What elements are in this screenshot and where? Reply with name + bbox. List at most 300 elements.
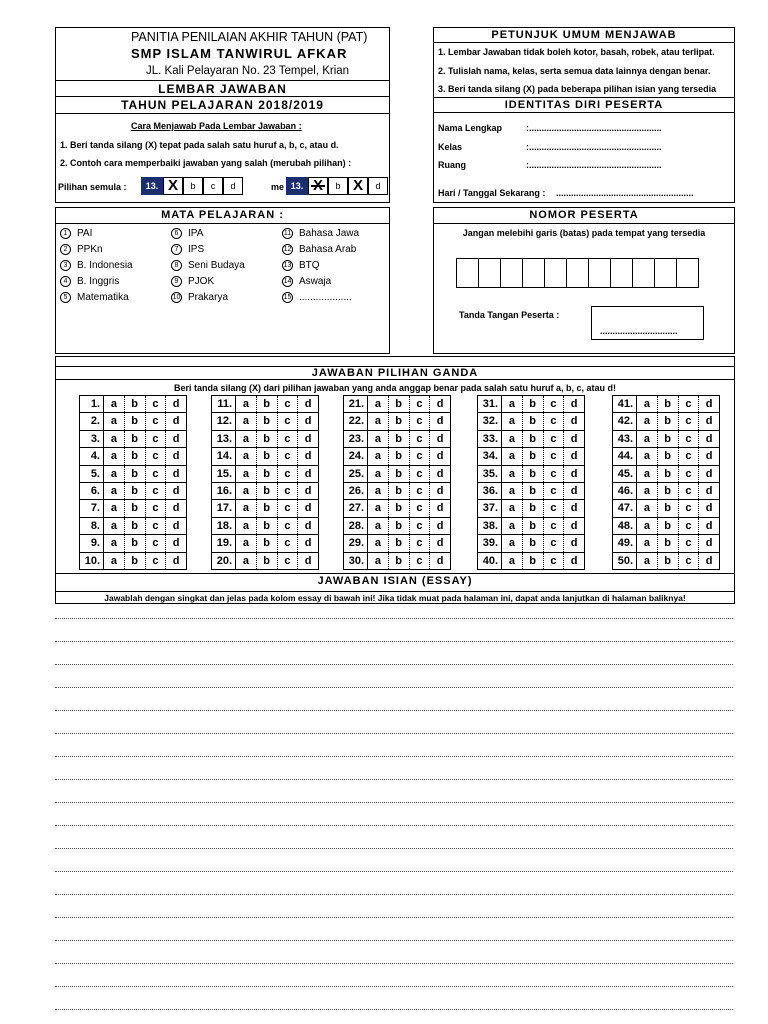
participant-digit-box[interactable] [588,258,611,288]
answer-grid [612,395,720,570]
question-number: 2. [80,413,104,429]
how-to-step2: 2. Contoh cara memperbaiki jawaban yang salah (merubah pilihan) : [60,158,352,168]
answer-option[interactable]: c [146,466,167,482]
question-number: 4. [80,448,104,464]
answer-option[interactable]: d [304,484,312,497]
question-number: 32. [478,413,502,429]
essay-answer-line[interactable] [55,894,733,895]
answer-option[interactable]: c [410,535,431,551]
answer-option[interactable]: c [679,483,700,499]
answer-option[interactable]: a [236,466,257,482]
answer-option[interactable]: d [304,537,312,550]
subject-item[interactable]: 11 Bahasa Jawa [283,228,360,240]
answer-option[interactable]: b [658,553,679,569]
answer-option[interactable]: a [502,535,523,551]
answer-option[interactable]: d [570,502,578,515]
answer-option[interactable]: b [389,500,410,516]
answer-option[interactable]: a [637,483,658,499]
answer-option[interactable]: a [236,500,257,516]
answer-option[interactable]: d [705,450,713,463]
answer-option[interactable]: a [368,518,389,534]
answer-option[interactable]: b [523,396,544,412]
question-number: 42. [613,413,637,429]
essay-answer-line[interactable] [55,733,733,734]
answer-option[interactable]: d [436,432,444,445]
essay-answer-line[interactable] [55,710,733,711]
answer-row [212,465,318,482]
answer-option[interactable]: d [705,415,713,428]
essay-answer-line[interactable] [55,917,733,918]
answer-option[interactable]: c [146,500,167,516]
subject-item[interactable]: 9 PJOK [171,276,214,287]
answer-option[interactable]: a [104,448,125,464]
answer-option[interactable]: d [304,450,312,463]
cancelled-x-mark: X [312,177,323,194]
answer-option[interactable]: b [523,448,544,464]
answer-option[interactable]: a [502,448,523,464]
answer-option[interactable]: a [637,466,658,482]
answer-option[interactable]: d [436,398,444,410]
answer-option[interactable]: b [389,448,410,464]
answer-row [613,482,719,499]
answer-option[interactable]: b [125,483,146,499]
answer-option[interactable]: c [410,448,431,464]
answer-option[interactable]: c [146,431,167,447]
essay-answer-line[interactable] [55,825,733,826]
answer-option[interactable]: d [705,432,713,445]
multiple-choice-note: Beri tanda silang (X) dari pilihan jawaban yang anda anggap benar pada salah satu huruf a, b, c, atau d! [173,383,617,393]
subject-item[interactable]: 15 ................... [283,292,352,304]
answer-option[interactable]: b [658,500,679,516]
answer-option[interactable]: d [705,467,713,480]
answer-option[interactable]: b [658,448,679,464]
participant-digit-box[interactable] [544,258,567,288]
answer-option[interactable]: b [125,413,146,429]
subject-item[interactable]: 10 Prakarya [172,292,229,304]
answer-option[interactable]: c [278,396,299,412]
question-number: 21. [344,396,368,412]
answer-option[interactable]: d [705,484,713,497]
question-number: 18. [212,518,236,534]
question-number: 26. [344,483,368,499]
answer-option[interactable]: b [658,466,679,482]
answer-row [613,447,719,464]
question-number: 30. [344,553,368,569]
essay-answer-line[interactable] [55,802,733,803]
answer-option[interactable]: a [637,396,658,412]
participant-digit-box[interactable] [478,258,501,288]
class-field[interactable]: :..................................................... [526,142,662,152]
answer-option[interactable]: b [389,396,410,412]
question-number: 40. [478,553,502,569]
answer-option[interactable]: c [278,500,299,516]
subject-item[interactable]: 12 Bahasa Arab [283,244,357,256]
answer-option[interactable]: a [637,413,658,429]
answer-option[interactable]: b [125,535,146,551]
answer-option[interactable]: b [257,535,278,551]
answer-option[interactable]: d [705,537,713,550]
name-field[interactable]: :..................................................... [526,123,662,133]
answer-option[interactable]: d [172,519,180,532]
answer-option[interactable]: d [705,519,713,532]
answer-option[interactable]: b [389,483,410,499]
example-cancelled-option [308,177,328,195]
subject-item[interactable]: 14 Aswaja [283,276,332,288]
question-number: 13. [212,431,236,447]
question-number: 43. [613,431,637,447]
answer-option[interactable]: d [172,432,180,445]
answer-option[interactable]: c [410,500,431,516]
room-field[interactable]: :..................................................... [526,160,662,170]
sheet-title: LEMBAR JAWABAN [56,80,389,97]
answer-option[interactable]: b [125,466,146,482]
answer-option[interactable]: a [368,431,389,447]
answer-option[interactable]: d [304,415,312,428]
answer-option[interactable]: c [410,431,431,447]
question-number: 33. [478,431,502,447]
answer-option[interactable]: a [104,483,125,499]
answer-option[interactable]: a [368,483,389,499]
answer-option[interactable]: c [544,396,565,412]
answer-option[interactable]: b [389,413,410,429]
answer-option[interactable]: d [172,537,180,550]
answer-option[interactable]: b [658,483,679,499]
answer-option[interactable]: d [172,554,180,567]
essay-answer-line[interactable] [55,963,733,964]
answer-option[interactable]: c [146,396,167,412]
answer-row [344,465,450,482]
example-number: 13. [141,177,163,195]
answer-option[interactable]: c [544,413,565,429]
answer-option[interactable]: a [236,396,257,412]
participant-digit-box[interactable] [676,258,699,288]
answer-option[interactable]: d [436,554,444,567]
answer-option[interactable]: c [278,483,299,499]
subject-item[interactable]: 1 PAI [60,228,92,239]
answer-option[interactable]: a [104,466,125,482]
essay-answer-line[interactable] [55,1009,733,1010]
answer-option[interactable]: c [544,500,565,516]
answer-option[interactable]: b [523,535,544,551]
answer-option[interactable]: a [637,553,658,569]
answer-option[interactable]: c [679,466,700,482]
answer-row [212,534,318,551]
question-number: 45. [613,466,637,482]
participant-digit-box[interactable] [522,258,545,288]
answer-row [613,412,719,429]
answer-option[interactable]: b [658,413,679,429]
answer-option[interactable]: a [368,553,389,569]
answer-option[interactable]: c [679,396,700,412]
answer-option[interactable]: d [172,502,180,515]
answer-option[interactable]: a [637,431,658,447]
answer-option[interactable]: d [436,467,444,480]
answer-option[interactable]: d [436,519,444,532]
participant-digit-box[interactable] [566,258,589,288]
answer-option[interactable]: a [502,518,523,534]
answer-option[interactable]: b [523,466,544,482]
answer-option[interactable]: b [523,518,544,534]
answer-option[interactable]: c [679,553,700,569]
answer-row [344,517,450,534]
answer-option[interactable]: b [257,431,278,447]
class-label: Kelas [438,142,463,152]
essay-answer-line[interactable] [55,986,733,987]
answer-option[interactable]: d [705,502,713,515]
essay-answer-line[interactable] [55,871,733,872]
answer-option[interactable]: b [658,396,679,412]
answer-option[interactable]: b [389,431,410,447]
answer-option[interactable]: c [544,553,565,569]
subject-item[interactable]: 4 B. Inggris [60,276,119,287]
answer-option[interactable]: a [637,448,658,464]
answer-option[interactable]: b [257,466,278,482]
answer-option[interactable]: c [410,396,431,412]
answer-option[interactable]: b [125,518,146,534]
answer-option[interactable]: a [104,553,125,569]
answer-option[interactable]: d [172,450,180,463]
answer-option[interactable]: d [436,484,444,497]
answer-option[interactable]: b [125,448,146,464]
answer-option[interactable]: a [236,413,257,429]
answer-option[interactable]: a [502,413,523,429]
answer-option[interactable]: c [278,518,299,534]
answer-option[interactable]: a [368,500,389,516]
answer-option[interactable]: c [679,448,700,464]
participant-digit-box[interactable] [610,258,633,288]
answer-option[interactable]: a [637,535,658,551]
answer-option[interactable]: a [502,553,523,569]
answer-option[interactable]: a [236,448,257,464]
answer-option[interactable]: d [304,519,312,532]
answer-option[interactable]: a [502,396,523,412]
essay-answer-line[interactable] [55,756,733,757]
answer-option[interactable]: a [502,466,523,482]
answer-option[interactable]: d [304,502,312,515]
answer-option[interactable]: a [104,396,125,412]
signature-box[interactable] [591,306,704,340]
essay-answer-line[interactable] [55,664,733,665]
answer-option[interactable]: c [278,535,299,551]
answer-option[interactable]: c [278,413,299,429]
answer-option[interactable]: c [544,483,565,499]
answer-option[interactable]: c [544,448,565,464]
answer-option[interactable]: b [523,431,544,447]
answer-option[interactable]: a [236,483,257,499]
participant-digit-box[interactable] [654,258,677,288]
answer-option[interactable]: a [637,500,658,516]
answer-option[interactable]: c [278,448,299,464]
question-number: 28. [344,518,368,534]
answer-row [344,395,450,412]
answer-option[interactable]: d [570,519,578,532]
answer-option[interactable]: c [410,413,431,429]
answer-option[interactable]: c [278,466,299,482]
answer-option[interactable]: c [679,500,700,516]
answer-option[interactable]: d [172,398,180,410]
cancel-strike-icon [311,185,325,187]
room-label: Ruang [438,160,466,170]
answer-option[interactable]: b [389,518,410,534]
answer-option[interactable]: c [410,553,431,569]
answer-option[interactable]: b [389,535,410,551]
subject-item[interactable]: 3 B. Indonesia [60,260,133,271]
answer-option[interactable]: c [146,553,167,569]
answer-option[interactable]: c [146,535,167,551]
answer-option[interactable]: b [257,483,278,499]
question-number: 8. [80,518,104,534]
answer-option[interactable]: c [146,413,167,429]
answer-option[interactable]: a [368,466,389,482]
answer-row [344,412,450,429]
answer-option[interactable]: d [570,537,578,550]
participant-digit-box[interactable] [500,258,523,288]
answer-row [80,447,186,464]
answer-option[interactable]: a [368,448,389,464]
answer-option[interactable]: a [368,396,389,412]
answer-option[interactable]: c [544,466,565,482]
answer-option[interactable]: b [125,396,146,412]
subject-item[interactable]: 13 BTQ [283,260,320,272]
answer-row [212,499,318,516]
answer-option[interactable]: d [570,415,578,428]
answer-option[interactable]: a [502,500,523,516]
question-number: 44. [613,448,637,464]
answer-option[interactable]: c [278,431,299,447]
answer-option[interactable]: d [304,467,312,480]
essay-answer-line[interactable] [55,641,733,642]
answer-option[interactable]: b [257,518,278,534]
subject-item[interactable]: 2 PPKn [60,244,103,255]
essay-answer-line[interactable] [55,618,733,619]
answer-option[interactable]: a [104,431,125,447]
question-number: 17. [212,500,236,516]
answer-option[interactable]: b [658,518,679,534]
answer-option[interactable]: d [705,398,713,410]
essay-answer-line[interactable] [55,848,733,849]
question-number: 41. [613,396,637,412]
subject-item[interactable]: 5 Matematika [60,292,129,303]
answer-option[interactable]: c [544,535,565,551]
answer-option[interactable]: d [172,467,180,480]
answer-row [613,430,719,447]
answer-option[interactable]: d [570,450,578,463]
answer-option[interactable]: b [125,500,146,516]
answer-option[interactable]: d [436,415,444,428]
answer-option[interactable]: a [104,535,125,551]
answer-option[interactable]: d [570,467,578,480]
answer-option[interactable]: b [523,413,544,429]
answer-option[interactable]: d [570,484,578,497]
answer-option[interactable]: b [257,500,278,516]
answer-option[interactable]: b [257,396,278,412]
answer-row [478,395,584,412]
answer-option[interactable]: c [146,518,167,534]
answer-option[interactable]: d [172,415,180,428]
answer-option[interactable]: c [410,466,431,482]
answer-option[interactable]: a [236,518,257,534]
answer-option[interactable]: a [236,431,257,447]
answer-option[interactable]: a [368,535,389,551]
essay-answer-line[interactable] [55,687,733,688]
answer-option[interactable]: c [410,518,431,534]
answer-option[interactable]: d [304,432,312,445]
answer-option[interactable]: a [236,535,257,551]
answer-option[interactable]: c [679,431,700,447]
answer-option[interactable]: b [257,553,278,569]
participant-digit-box[interactable] [632,258,655,288]
answer-option[interactable]: a [368,413,389,429]
answer-option[interactable]: b [257,413,278,429]
answer-option[interactable]: b [257,448,278,464]
answer-option[interactable]: c [146,448,167,464]
essay-answer-line[interactable] [55,779,733,780]
answer-option[interactable]: a [502,483,523,499]
answer-row [344,499,450,516]
answer-option[interactable]: d [705,554,713,567]
essay-answer-line[interactable] [55,940,733,941]
answer-option[interactable]: c [679,535,700,551]
answer-option[interactable]: b [125,553,146,569]
answer-row [80,412,186,429]
answer-option[interactable]: b [389,553,410,569]
answer-option[interactable]: b [658,431,679,447]
answer-option[interactable]: b [523,483,544,499]
answer-option[interactable]: d [570,432,578,445]
participant-digit-box[interactable] [456,258,479,288]
answer-option[interactable]: a [637,518,658,534]
answer-option[interactable]: b [523,553,544,569]
answer-option[interactable]: d [570,398,578,410]
answer-option[interactable]: c [544,431,565,447]
answer-option[interactable]: d [570,554,578,567]
answer-option[interactable]: d [436,450,444,463]
instructions-box [433,27,735,203]
answer-option[interactable]: c [146,483,167,499]
answer-option[interactable]: c [679,413,700,429]
answer-option[interactable]: b [523,500,544,516]
answer-option[interactable]: c [278,553,299,569]
answer-option[interactable]: d [436,502,444,515]
answer-option[interactable]: a [104,518,125,534]
answer-option[interactable]: b [125,431,146,447]
answer-option[interactable]: d [304,398,312,410]
school-address: JL. Kali Pelayaran No. 23 Tempel, Krian [146,65,350,77]
answer-option[interactable]: a [104,413,125,429]
committee-title: PANITIA PENILAIAN AKHIR TAHUN (PAT) [131,30,368,44]
answer-row [344,482,450,499]
answer-option[interactable]: d [436,537,444,550]
instruction-item-2: 2. Tulislah nama, kelas, serta semua data lainnya dengan benar. [438,66,711,76]
answer-option[interactable]: b [658,535,679,551]
answer-option[interactable]: c [410,483,431,499]
date-field[interactable]: ....................................................... [556,188,694,198]
answer-option[interactable]: c [679,518,700,534]
subject-item[interactable]: 6 IPA [171,228,203,239]
subject-item[interactable]: 7 IPS [171,244,204,255]
answer-option[interactable]: c [544,518,565,534]
answer-row [613,534,719,551]
answer-option[interactable]: b [389,466,410,482]
answer-option[interactable]: a [104,500,125,516]
answer-row [212,482,318,499]
answer-option[interactable]: d [172,484,180,497]
answer-option[interactable]: d [304,554,312,567]
answer-option[interactable]: a [236,553,257,569]
signature-label: Tanda Tangan Peserta : [459,310,560,320]
subject-item[interactable]: 8 Seni Budaya [171,260,245,271]
answer-option[interactable]: a [502,431,523,447]
